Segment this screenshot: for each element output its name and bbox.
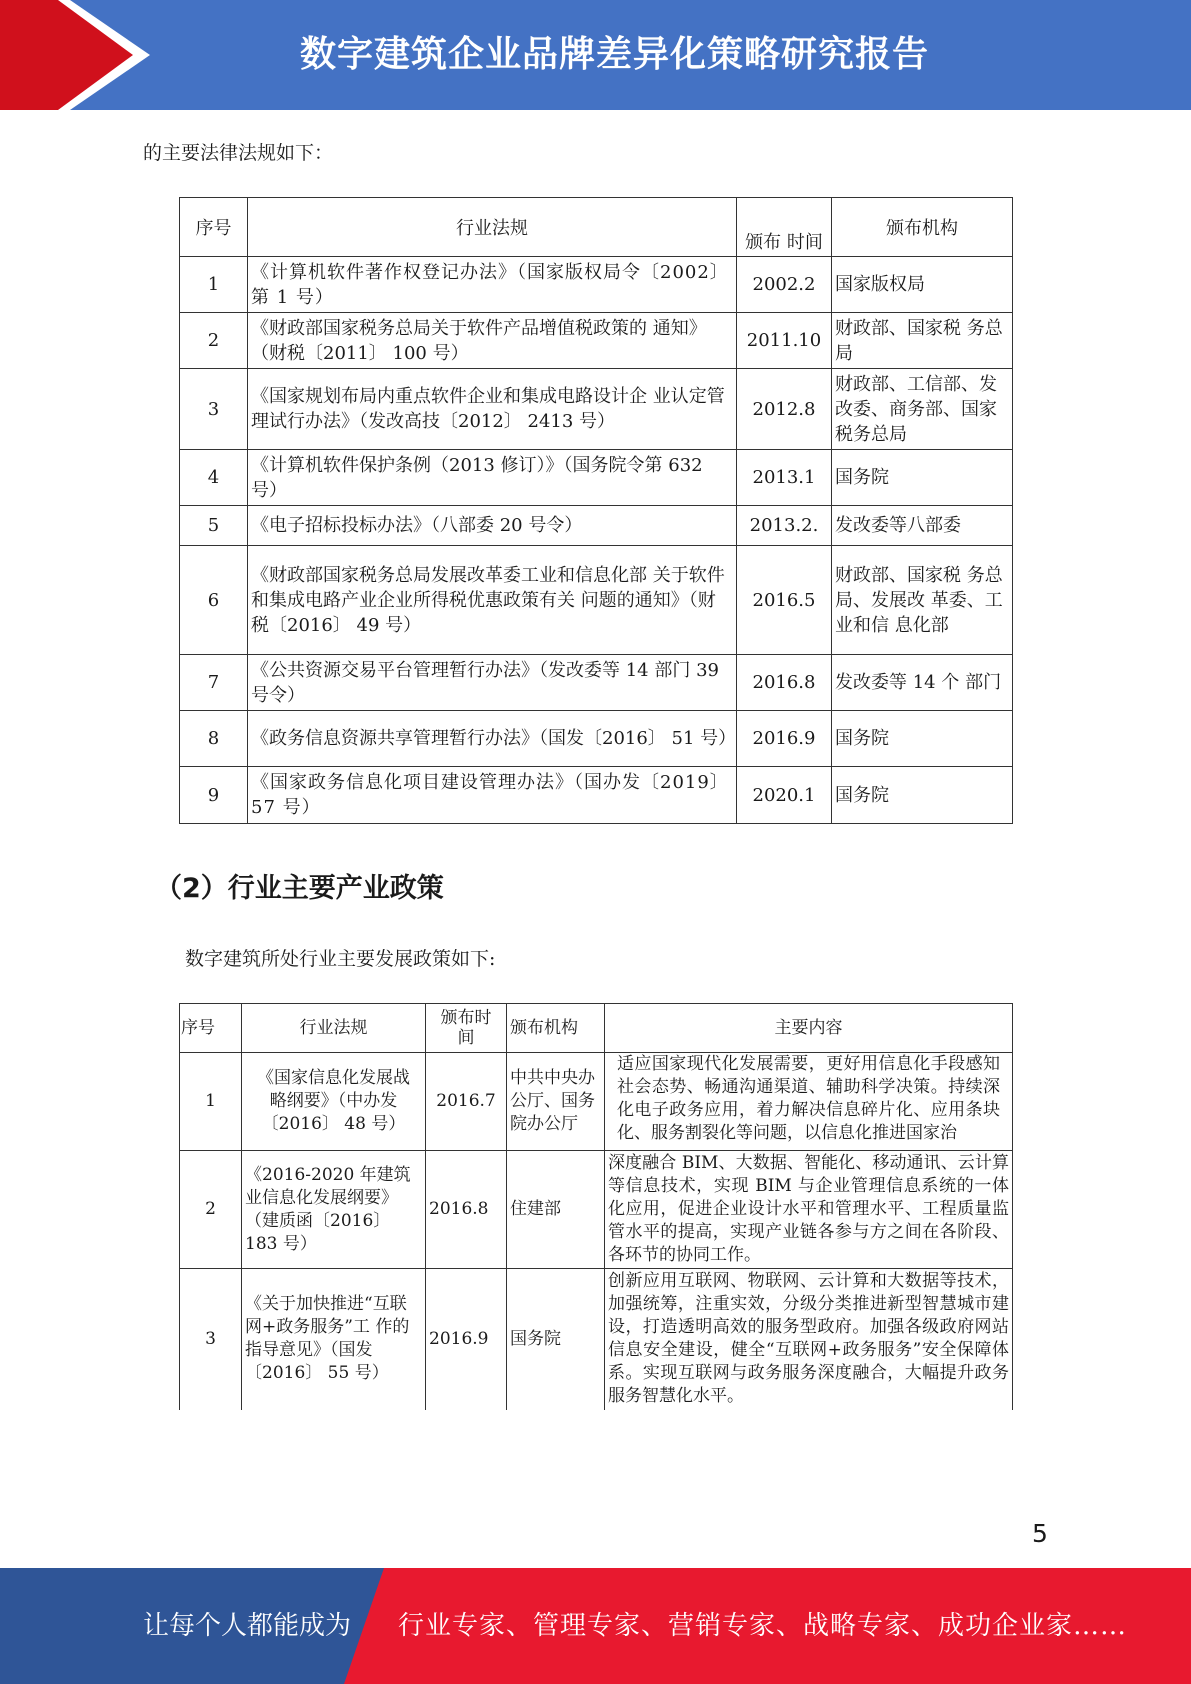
- policies-table: [179, 1003, 1013, 1410]
- intro-text: 的主要法律法规如下：: [143, 142, 334, 164]
- issue-date: 2016.7: [426, 1053, 507, 1151]
- table-row: [180, 546, 1013, 655]
- issue-date: 2016.9: [737, 711, 832, 767]
- header-law: 行业法规: [248, 198, 737, 257]
- row-number: 2: [180, 313, 248, 369]
- row-number: 9: [180, 767, 248, 824]
- header-org: 颁布机构: [832, 198, 1013, 257]
- footer-slogan-left: 让每个人都能成为: [143, 1611, 352, 1641]
- policy-name: 《2016-2020 年建筑 业信息化发展纲要》（建质函〔2016〕 183 号）: [242, 1151, 426, 1269]
- page-footer: [0, 1568, 1191, 1684]
- issue-date: 2011.10: [737, 313, 832, 369]
- header-content: 主要内容: [605, 1004, 1013, 1053]
- issuing-org: 国家版权局: [832, 257, 1013, 313]
- main-content: 创新应用互联网、物联网、云计算和大数据等技术，加强统筹，注重实效，分级分类推进新型智慧城市建设，打造透明高效的服务型政府。加强各级政府网站信息安全建设，健全“互联网+政务服务”安全保障体系。实现互联网与政务服务深度融合，大幅提升政务服务智慧化水平。: [605, 1269, 1013, 1410]
- row-number: 3: [180, 1269, 242, 1410]
- section-intro-text: 数字建筑所处行业主要发展政策如下:: [185, 948, 496, 970]
- header-no: 序号: [180, 198, 248, 257]
- table-row: [180, 655, 1013, 711]
- header-date: 颁布时间: [426, 1004, 507, 1053]
- issue-date: 2002.2: [737, 257, 832, 313]
- table-row: [180, 767, 1013, 824]
- header-date: 颁布 时间: [737, 198, 832, 257]
- table-header-row: [180, 1004, 1013, 1053]
- issuing-org: 国务院: [832, 767, 1013, 824]
- row-number: 4: [180, 450, 248, 506]
- issue-date: 2016.5: [737, 546, 832, 655]
- policy-name: 《关于加快推进“互联网+政务服务”工 作的指导意见》（国发〔2016〕 55 号）: [242, 1269, 426, 1410]
- issue-date: 2012.8: [737, 369, 832, 450]
- issuing-org: 国务院: [832, 450, 1013, 506]
- law-name: 《财政部国家税务总局关于软件产品增值税政策的 通知》（财税〔2011〕 100 号）: [248, 313, 737, 369]
- issuing-org: 财政部、工信部、发改委、商务部、国家税务总局: [832, 369, 1013, 450]
- header-no: 序号: [180, 1004, 242, 1053]
- row-number: 7: [180, 655, 248, 711]
- row-number: 5: [180, 506, 248, 546]
- table-row: [180, 1151, 1013, 1269]
- row-number: 2: [180, 1151, 242, 1269]
- issue-date: 2020.1: [737, 767, 832, 824]
- row-number: 6: [180, 546, 248, 655]
- table-header-row: [180, 198, 1013, 257]
- header-org: 颁布机构: [507, 1004, 605, 1053]
- row-number: 1: [180, 257, 248, 313]
- page-header: [0, 0, 1191, 110]
- law-name: 《计算机软件著作权登记办法》（国家版权局令〔2002〕第 1 号）: [248, 257, 737, 313]
- table-row: [180, 369, 1013, 450]
- row-number: 3: [180, 369, 248, 450]
- issue-date: 2016.8: [426, 1151, 507, 1269]
- law-name: 《国家政务信息化项目建设管理办法》（国办发〔2019〕 57 号）: [248, 767, 737, 824]
- laws-table: [179, 197, 1013, 824]
- footer-slogan-right: 行业专家、管理专家、营销专家、战略专家、成功企业家……: [398, 1611, 1128, 1641]
- row-number: 1: [180, 1053, 242, 1151]
- issuing-org: 财政部、国家税 务总局、发展改 革委、工业和信 息化部: [832, 546, 1013, 655]
- law-name: 《公共资源交易平台管理暂行办法》（发改委等 14 部门 39 号令）: [248, 655, 737, 711]
- header-arrow-decoration: [0, 0, 150, 110]
- issuing-org: 发改委等八部委: [832, 506, 1013, 546]
- law-name: 《财政部国家税务总局发展改革委工业和信息化部 关于软件和集成电路产业企业所得税优惠政策有关 问题的通知》（财税〔2016〕 49 号）: [248, 546, 737, 655]
- header-law: 行业法规: [242, 1004, 426, 1053]
- issuing-org: 国务院: [832, 711, 1013, 767]
- main-content: 深度融合 BIM、大数据、智能化、移动通讯、云计算等信息技术，实现 BIM 与企业管理信息系统的一体化应用，促进企业设计水平和管理水平、工程质量监管水平的提高，实现产业链各参与方之间在各阶段、各环节的协同工作。: [605, 1151, 1013, 1269]
- law-name: 《计算机软件保护条例（2013 修订）》（国务院令第 632 号）: [248, 450, 737, 506]
- table-row: [180, 257, 1013, 313]
- issuing-org: 发改委等 14 个 部门: [832, 655, 1013, 711]
- law-name: 《电子招标投标办法》（八部委 20 号令）: [248, 506, 737, 546]
- table-row: [180, 1269, 1013, 1410]
- issue-date: 2013.1: [737, 450, 832, 506]
- issuing-org: 财政部、国家税 务总局: [832, 313, 1013, 369]
- table-row: [180, 1053, 1013, 1151]
- issuing-org: 住建部: [507, 1151, 605, 1269]
- page-number: 5: [1032, 1519, 1048, 1548]
- section-heading: （2）行业主要产业政策: [155, 873, 444, 904]
- issue-date: 2016.8: [737, 655, 832, 711]
- table-row: [180, 506, 1013, 546]
- row-number: 8: [180, 711, 248, 767]
- issuing-org: 中共中央办公厅、国务院办公厅: [507, 1053, 605, 1151]
- issue-date: 2016.9: [426, 1269, 507, 1410]
- table-row: [180, 711, 1013, 767]
- main-content: 适应国家现代化发展需要，更好用信息化手段感知社会态势、畅通沟通渠道、辅助科学决策。持续深化电子政务应用，着力解决信息碎片化、应用条块化、服务割裂化等问题，以信息化推进国家治: [605, 1053, 1013, 1151]
- law-name: 《政务信息资源共享管理暂行办法》（国发〔2016〕 51 号）: [248, 711, 737, 767]
- report-title: 数字建筑企业品牌差异化策略研究报告: [300, 34, 930, 75]
- policy-name: 《国家信息化发展战略纲要》（中办发〔2016〕 48 号）: [242, 1053, 426, 1151]
- table-row: [180, 313, 1013, 369]
- table-row: [180, 450, 1013, 506]
- issuing-org: 国务院: [507, 1269, 605, 1410]
- issue-date: 2013.2.: [737, 506, 832, 546]
- law-name: 《国家规划布局内重点软件企业和集成电路设计企 业认定管理试行办法》（发改高技〔2012〕 2413 号）: [248, 369, 737, 450]
